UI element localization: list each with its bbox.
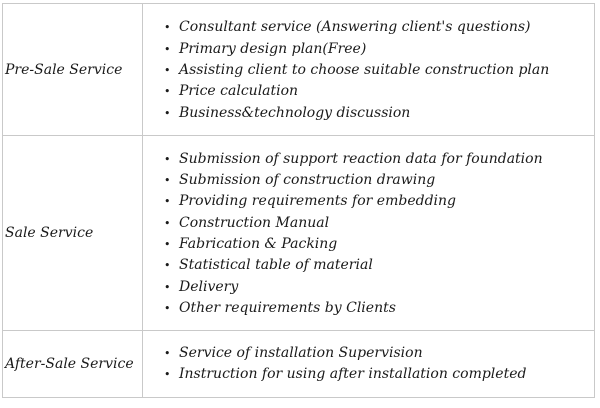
list-item <box>164 60 594 81</box>
bullet-icon: • <box>164 301 171 315</box>
row-label: Sale Service <box>3 136 143 330</box>
list-item <box>164 191 594 212</box>
bullet-icon: • <box>164 64 171 78</box>
pre-sale-row <box>3 4 595 136</box>
list-item <box>164 364 594 385</box>
list-item-text: Price calculation <box>179 83 299 100</box>
items-cell <box>143 4 595 136</box>
pre-sale-items <box>143 17 594 123</box>
row-label: Pre-Sale Service <box>3 4 143 136</box>
list-item-text: Service of installation Supervision <box>179 345 423 362</box>
sale-row <box>3 136 595 330</box>
bullet-icon: • <box>164 106 171 120</box>
list-item-text: Other requirements by Clients <box>179 299 396 316</box>
sale-items <box>143 149 594 319</box>
list-item-text: Fabrication & Packing <box>179 236 338 253</box>
list-item <box>164 255 594 276</box>
bullet-icon: • <box>164 152 171 166</box>
bullet-icon: • <box>164 259 171 273</box>
list-item-text: Assisting client to choose suitable construction plan <box>179 62 550 79</box>
items-cell <box>143 330 595 397</box>
bullet-icon: • <box>164 174 171 188</box>
list-item-text: Delivery <box>179 278 239 295</box>
list-item-text: Consultant service (Answering client's questions) <box>179 19 531 36</box>
list-item <box>164 234 594 255</box>
items-cell <box>143 136 595 330</box>
list-item <box>164 343 594 364</box>
service-table <box>2 3 595 398</box>
list-item-text: Business&technology discussion <box>179 104 411 121</box>
after-sale-row <box>3 330 595 397</box>
list-item <box>164 39 594 60</box>
bullet-icon: • <box>164 347 171 361</box>
bullet-icon: • <box>164 216 171 230</box>
list-item-text: Statistical table of material <box>179 257 373 274</box>
list-item <box>164 149 594 170</box>
list-item <box>164 81 594 102</box>
list-item <box>164 17 594 38</box>
bullet-icon: • <box>164 85 171 99</box>
bullet-icon: • <box>164 42 171 56</box>
bullet-icon: • <box>164 195 171 209</box>
list-item-text: Providing requirements for embedding <box>179 193 456 210</box>
list-item-text: Instruction for using after installation completed <box>179 366 527 383</box>
bullet-icon: • <box>164 21 171 35</box>
row-label: After-Sale Service <box>3 330 143 397</box>
bullet-icon: • <box>164 238 171 252</box>
bullet-icon: • <box>164 280 171 294</box>
list-item <box>164 170 594 191</box>
list-item-text: Submission of support reaction data for foundation <box>179 150 543 167</box>
bullet-icon: • <box>164 368 171 382</box>
after-sale-items <box>143 343 594 386</box>
list-item-text: Construction Manual <box>179 214 330 231</box>
list-item-text: Primary design plan(Free) <box>179 40 367 57</box>
list-item <box>164 213 594 234</box>
list-item <box>164 298 594 319</box>
list-item <box>164 277 594 298</box>
list-item-text: Submission of construction drawing <box>179 172 436 189</box>
list-item <box>164 103 594 124</box>
